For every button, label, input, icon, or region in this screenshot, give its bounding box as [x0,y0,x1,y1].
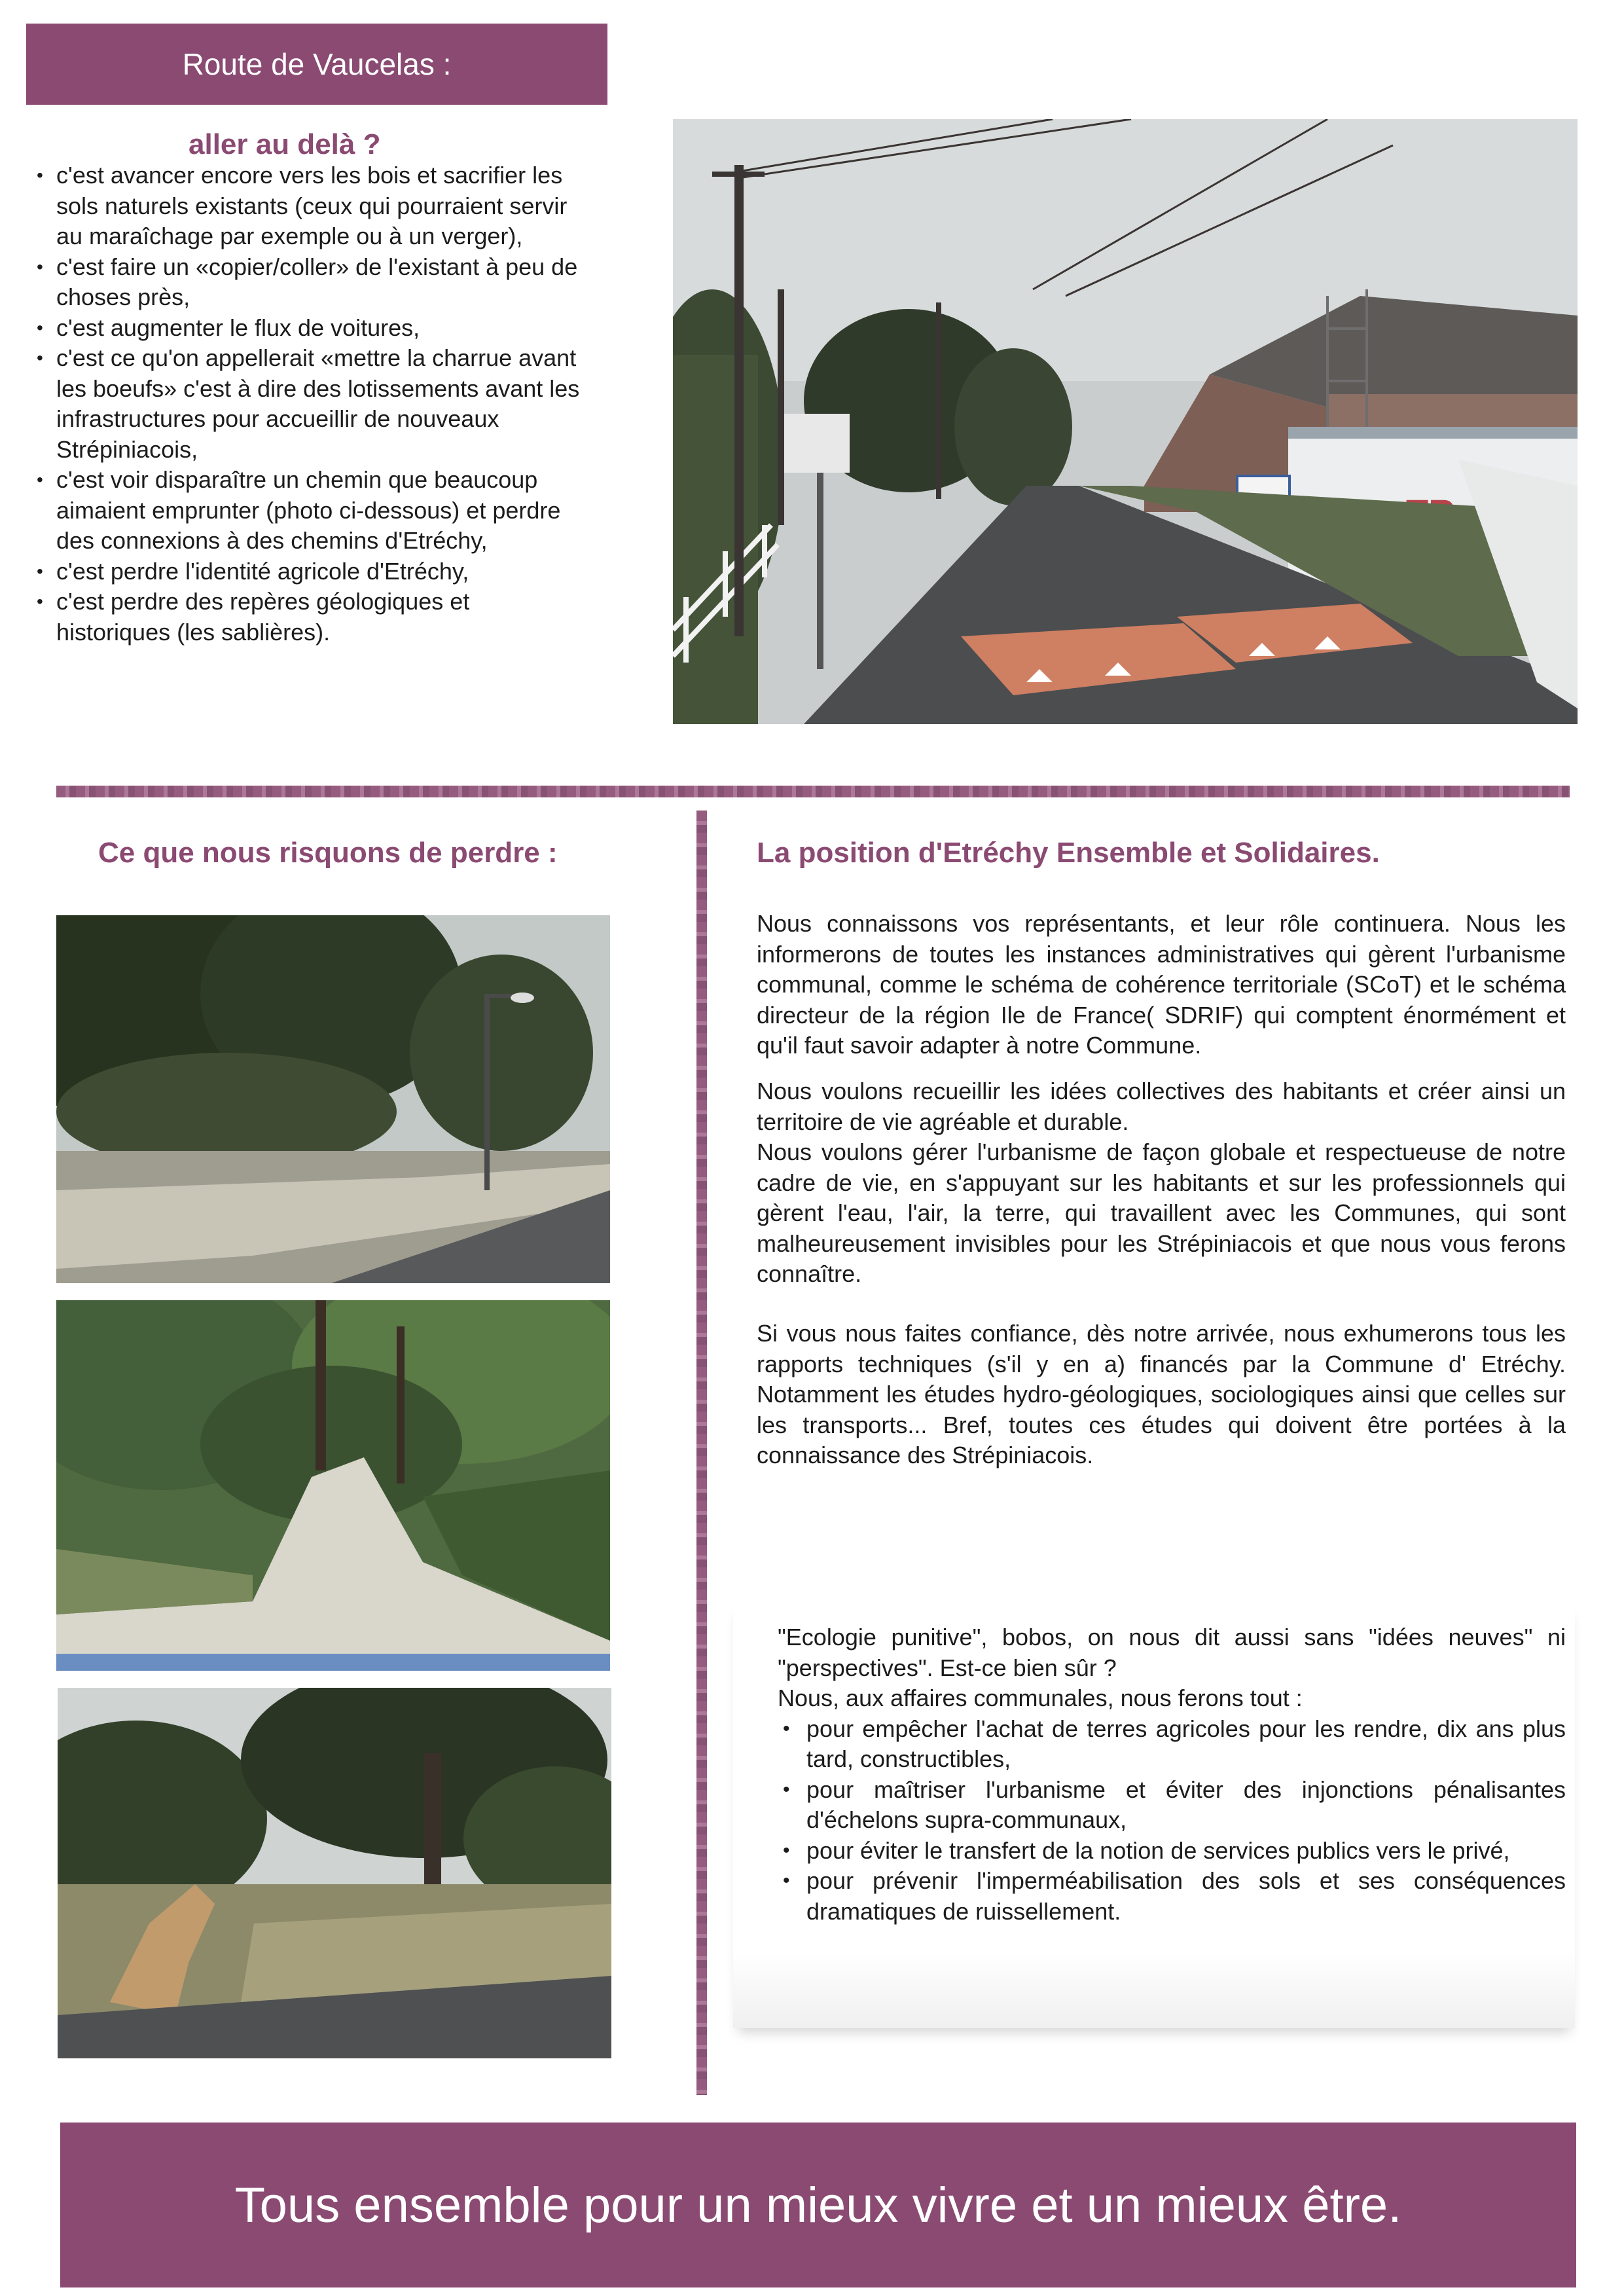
bullet-item: • c'est augmenter le flux de voitures, [33,313,583,344]
road-trees-photo [56,915,610,1283]
bullet-item: • c'est avancer encore vers les bois et sacrifier les sols naturels existants (ceux qui pourraient servir au maraîchage par exemple ou à un verger), [33,160,583,252]
commitment-item: • pour prévenir l'imperméabilisation des sols et ses conséquences dramatiques de ruissellement. [778,1866,1566,1927]
position-paragraph: Si vous nous faites confiance, dès notre arrivée, nous exhumerons tous les rapports techniques (s'il y en a) financés par la Commune d' Etréchy. Notamment les études hydro-géologiques, sociologiques ainsi que celles sur les transports... Bref, toutes ces études qui doivent être portées à la connaissance des Strépiniacois. [757,1320,1566,1468]
forest-path-photo [56,1300,610,1671]
risk-bullet-list [33,160,583,647]
commitment-list [778,1714,1566,1927]
quote-lead: Nous, aux affaires communales, nous ferons tout : [778,1685,1303,1711]
vertical-divider [696,811,707,2095]
left-section-heading: Ce que nous risquons de perdre : [98,837,558,869]
commitment-item: • pour empêcher l'achat de terres agricoles pour les rendre, dix ans plus tard, constructibles, [778,1714,1566,1775]
position-paragraph-group [757,1076,1566,1290]
right-section-heading: La position d'Etréchy Ensemble et Solidaires. [757,837,1380,869]
quote-intro: "Ecologie punitive", bobos, on nous dit aussi sans "idées neuves" ni "perspectives". Est-ce bien sûr ? [778,1624,1566,1681]
commitment-item: • pour éviter le transfert de la notion de services publics vers le privé, [778,1836,1566,1867]
section-subtitle: aller au delà ? [189,128,381,160]
footer-slogan: Tous ensemble pour un mieux vivre et un mieux être. [234,2177,1402,2233]
bullet-item: • c'est faire un «copier/coller» de l'existant à peu de choses près, [33,252,583,313]
header-title: Route de Vaucelas : [182,47,452,81]
bullet-item: • c'est ce qu'on appellerait «mettre la charrue avant les boeufs» c'est à dire des lotissements avant les infrastructures pour accueillir de nouveaux Strépiniacois, [33,343,583,465]
horizontal-divider [56,786,1570,797]
meadow-path-photo [58,1688,611,2058]
bullet-item: • c'est perdre l'identité agricole d'Etréchy, [33,556,583,587]
position-paragraph: Nous voulons gérer l'urbanisme de façon globale et respectueuse de notre cadre de vie, en s'appuyant sur les habitants et sur les professionnels qui gèrent l'eau, l'air, la terre, qui travaillent avec les Communes, qui sont malheureusement invisibles pour les Strépiniacois et que nous vous ferons connaître. [757,1139,1566,1287]
construction-site-photo [673,119,1578,724]
header-banner [26,24,607,105]
position-paragraph: Nous voulons recueillir les idées collectives des habitants et créer ainsi un territoire de vie agréable et durable. [757,1078,1566,1135]
position-paragraph: Nous connaissons vos représentants, et leur rôle continuera. Nous les informerons de toutes les instances administratives qui gèrent l'urbanisme communal, comme le schéma de cohérence territoriale (SCoT) et le schéma directeur de la région Ile de France( SDRIF) qui comptent énormément et qu'il faut savoir adapter à notre Commune. [757,910,1566,1059]
commitment-item: • pour maîtriser l'urbanisme et éviter des injonctions pénalisantes d'échelons supra-communaux, [778,1775,1566,1836]
bullet-item: • c'est perdre des repères géologiques et historiques (les sablières). [33,587,583,647]
bullet-item: • c'est voir disparaître un chemin que beaucoup aimaient emprunter (photo ci-dessous) et perdre des connexions à des chemins d'Etréchy, [33,465,583,556]
quote-text [778,1622,1566,1927]
footer-banner [60,2123,1576,2287]
